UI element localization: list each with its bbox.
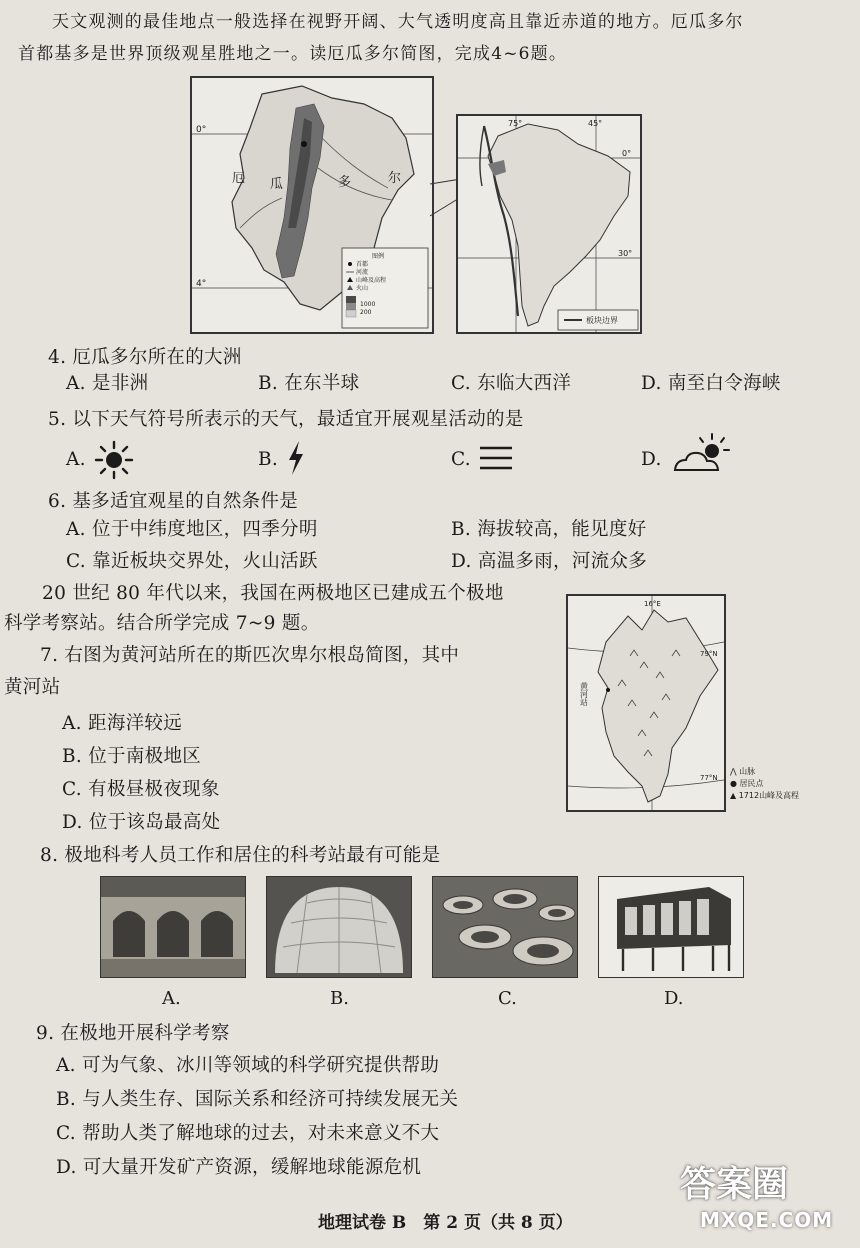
sa-lon-75-label: 75°	[508, 119, 523, 128]
q7-option-a: A. 距海洋较远	[62, 713, 183, 734]
q4-stem: 4. 厄瓜多尔所在的大洲	[48, 347, 242, 368]
q5-stem: 5. 以下天气符号所表示的天气，最适宜开展观星活动的是	[48, 409, 524, 430]
south-america-map	[456, 114, 642, 334]
q9-option-c: C. 帮助人类了解地球的过去，对未来意义不大	[56, 1123, 440, 1144]
ecuador-legend-capital: 首都	[356, 261, 369, 268]
svalbard-map	[566, 594, 726, 812]
sa-legend-boundary: 板块边界	[586, 316, 618, 325]
svalbard-lon-label: 16°E	[644, 600, 661, 608]
q5-option-b: B.	[258, 449, 279, 470]
lightning-icon	[286, 440, 306, 476]
svalbard-legend-peak: 1712山峰及高程	[738, 791, 800, 800]
sa-lat-30-label: 30°	[618, 249, 633, 258]
watermark-logo: 答案圈	[680, 1164, 789, 1205]
ecuador-map	[190, 76, 434, 334]
ecuador-legend-title: 图例	[372, 253, 385, 260]
q9-option-b: B. 与人类生存、国际关系和经济可持续发展无关	[56, 1089, 459, 1110]
sun-icon	[94, 440, 134, 480]
svalbard-lat-79-label: 79°N	[700, 650, 718, 658]
svalbard-station-label: 黄河站	[579, 682, 589, 706]
q8-stem: 8. 极地科考人员工作和居住的科考站最有可能是	[40, 845, 441, 866]
q8-caption-b: B.	[330, 988, 349, 1009]
photo-igloo	[266, 876, 412, 978]
svalbard-lat-77-label: 77°N	[700, 774, 718, 782]
ecuador-legend-high: 1000	[360, 301, 376, 308]
intro-1-line-2: 首都基多是世界顶级观星胜地之一。读厄瓜多尔简图，完成4~6题。	[18, 44, 568, 64]
ecuador-legend-low: 200	[360, 309, 372, 316]
ecuador-label-d: 多	[338, 175, 352, 190]
ecuador-label-g: 瓜	[270, 177, 284, 192]
watermark-url: MXQE.COM	[700, 1208, 834, 1232]
sa-legend	[558, 310, 638, 330]
q7-stem-line-1: 7. 右图为黄河站所在的斯匹次卑尔根岛简图，其中	[40, 645, 460, 666]
ecuador-legend-river: 河流	[356, 269, 369, 276]
q4-option-d: D. 南至白令海峡	[641, 373, 781, 394]
q7-stem-line-2: 黄河站	[4, 677, 61, 698]
photo-tulou	[432, 876, 578, 978]
photo-stilt-station	[598, 876, 744, 978]
q6-stem: 6. 基多适宜观星的自然条件是	[48, 491, 299, 512]
q4-option-b: B. 在东半球	[258, 373, 360, 394]
ecuador-lat-4-label: 4°	[196, 279, 207, 289]
ecuador-legend-peak: 山峰及高程	[356, 277, 387, 284]
q7-option-d: D. 位于该岛最高处	[62, 812, 221, 833]
q4-option-a: A. 是非洲	[66, 373, 149, 394]
q7-option-c: C. 有极昼极夜现象	[62, 779, 220, 800]
intro-1-line-1: 天文观测的最佳地点一般选择在视野开阔、大气透明度高且靠近赤道的地方。厄瓜多尔	[52, 12, 744, 32]
ecuador-legend-volcano: 火山	[356, 285, 369, 292]
partly-cloudy-icon	[672, 432, 734, 474]
ecuador-lat-0-label: 0°	[196, 125, 207, 135]
q9-option-a: A. 可为气象、冰川等领域的科学研究提供帮助	[56, 1055, 440, 1076]
q7-option-b: B. 位于南极地区	[62, 746, 202, 767]
mountain-icon: ⋀	[730, 767, 737, 776]
q8-caption-c: C.	[498, 988, 517, 1009]
peak-icon: ▲	[730, 791, 737, 800]
sa-lat-0-label: 0°	[622, 149, 632, 158]
ecuador-label-e: 厄	[232, 171, 246, 186]
q5-option-d: D.	[641, 449, 662, 470]
q6-option-d: D. 高温多雨，河流众多	[451, 551, 648, 572]
q4-option-c: C. 东临大西洋	[451, 373, 572, 394]
intro-2-line-2: 科学考察站。结合所学完成 7~9 题。	[4, 613, 320, 634]
q8-caption-a: A.	[162, 988, 181, 1009]
q9-stem: 9. 在极地开展科学考察	[36, 1023, 230, 1044]
svalbard-legend-settlement: 居民点	[739, 779, 764, 788]
settlement-icon: ●	[730, 779, 737, 788]
photo-cave-dwelling	[100, 876, 246, 978]
q6-option-b: B. 海拔较高，能见度好	[451, 519, 647, 540]
q8-caption-d: D.	[664, 988, 684, 1009]
intro-2-line-1: 20 世纪 80 年代以来，我国在两极地区已建成五个极地	[42, 583, 504, 604]
ecuador-legend	[342, 248, 428, 328]
svalbard-legend-mountain: 山脉	[739, 767, 756, 776]
q6-option-c: C. 靠近板块交界处，火山活跃	[66, 551, 318, 572]
fog-icon	[478, 444, 514, 472]
page-footer: 地理试卷 B 第 2 页（共 8 页）	[318, 1213, 573, 1233]
q9-option-d: D. 可大量开发矿产资源，缓解地球能源危机	[56, 1157, 422, 1178]
svalbard-legend	[730, 766, 806, 802]
ecuador-label-r: 尔	[388, 171, 402, 186]
q5-option-c: C.	[451, 449, 471, 470]
q5-option-a: A.	[66, 449, 86, 470]
q6-option-a: A. 位于中纬度地区，四季分明	[66, 519, 318, 540]
sa-lon-45-label: 45°	[588, 119, 603, 128]
